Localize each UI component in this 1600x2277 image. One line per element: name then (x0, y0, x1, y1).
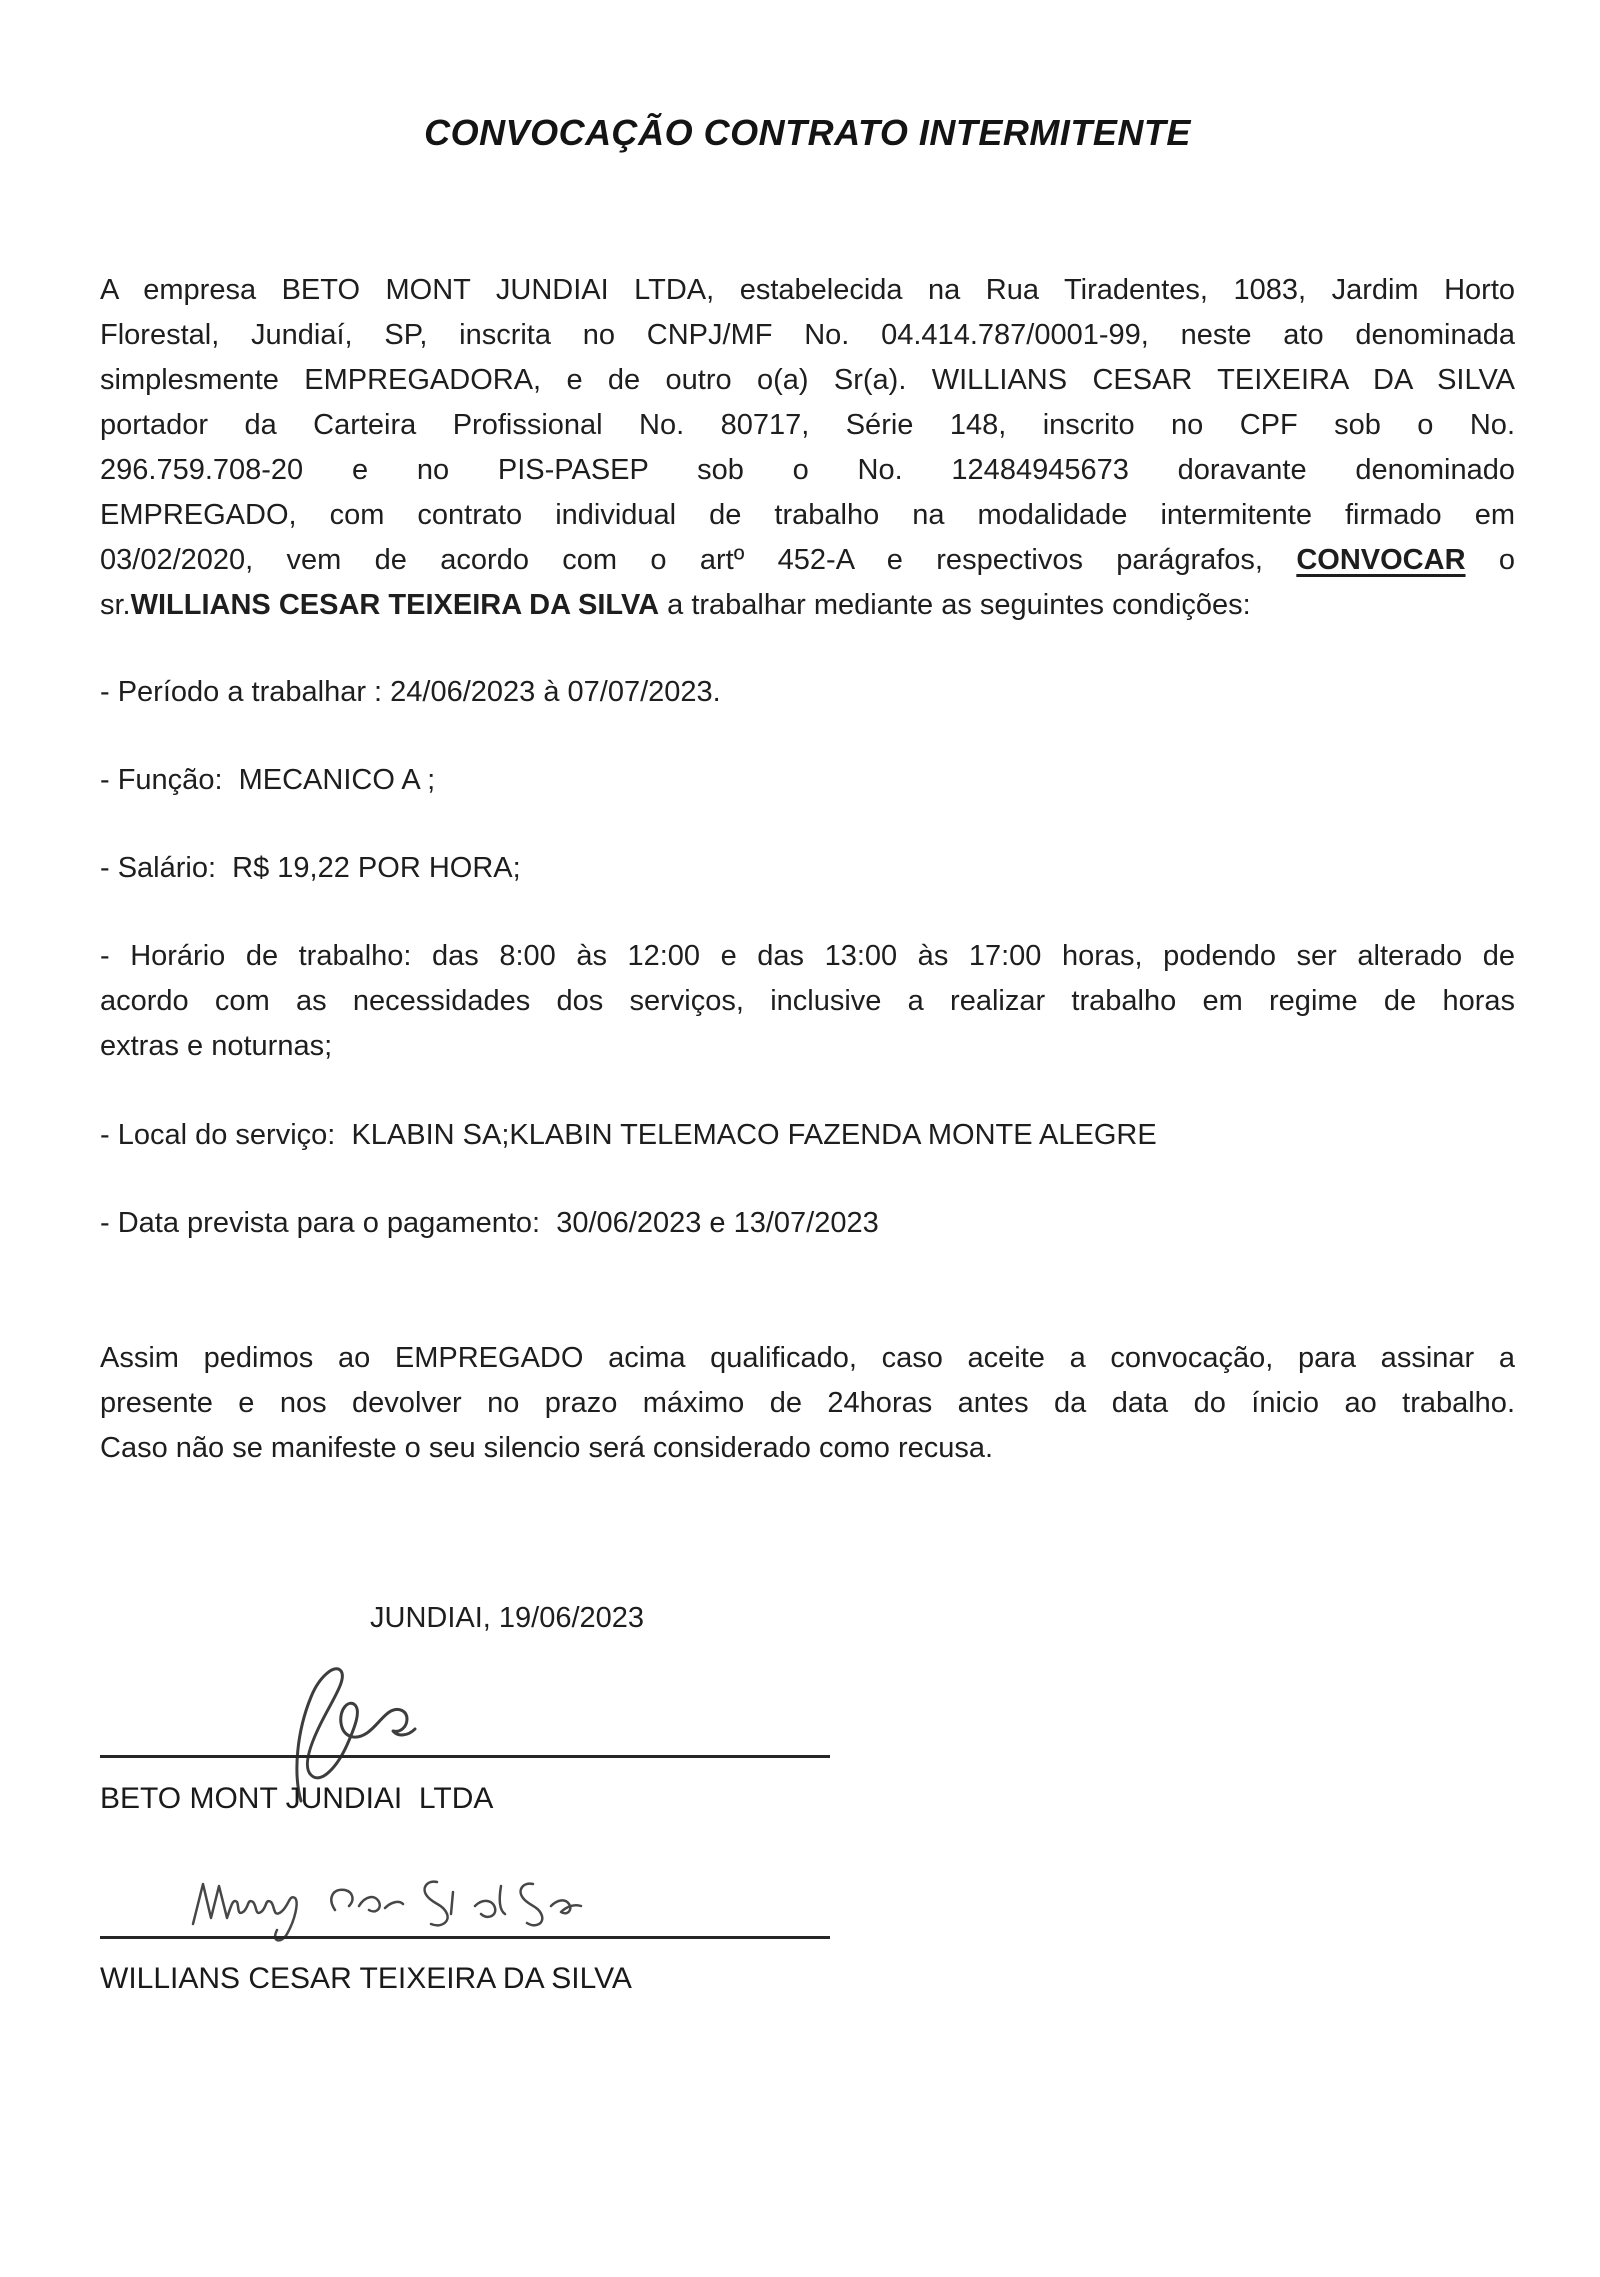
intro-line (100, 403, 1515, 448)
employee-name-label: WILLIANS CESAR TEIXEIRA DA SILVA (100, 1962, 632, 1995)
company-signature-block (100, 1659, 1515, 1821)
intro-line (100, 583, 1515, 628)
condition-horario-line: - Horário de trabalho: das 8:00 às 12:00 e das 13:00 às 17:00 horas, podendo ser alterado de (100, 940, 1515, 972)
convocar-emphasis: CONVOCAR (1296, 544, 1466, 576)
company-name-label: BETO MONT JUNDIAI LTDA (100, 1782, 494, 1815)
intro-text: simplesmente EMPREGADORA, e de outro o(a) Sr(a). WILLIANS CESAR TEIXEIRA DA SILVA (100, 364, 1515, 396)
intro-line (100, 448, 1515, 493)
intro-line (100, 493, 1515, 538)
intro-text: 296.759.708-20 e no PIS-PASEP sob o No. 12484945673 doravante denominado (100, 454, 1515, 486)
condition-local: - Local do serviço: KLABIN SA;KLABIN TELEMACO FAZENDA MONTE ALEGRE (100, 1119, 1157, 1151)
condition-horario-line: acordo com as necessidades dos serviços, inclusive a realizar trabalho em regime de horas (100, 985, 1515, 1017)
intro-text: sr. (100, 589, 131, 621)
intro-text: Florestal, Jundiaí, SP, inscrita no CNPJ/MF No. 04.414.787/0001-99, neste ato denominada (100, 319, 1515, 351)
closing-paragraph (100, 1336, 1515, 1471)
condition-horario (100, 934, 1515, 1069)
intro-line (100, 538, 1515, 583)
intro-text: o (1465, 544, 1515, 576)
signature-line (100, 1936, 830, 1939)
closing-line: presente e nos devolver no prazo máximo de 24horas antes da data do ínicio ao trabalho. (100, 1387, 1515, 1419)
closing-line: Assim pedimos ao EMPREGADO acima qualificado, caso aceite a convocação, para assinar a (100, 1342, 1515, 1374)
closing-line: Caso não se manifeste o seu silencio será considerado como recusa. (100, 1432, 994, 1464)
intro-text: portador da Carteira Profissional No. 80717, Série 148, inscrito no CPF sob o No. (100, 409, 1515, 441)
intro-text: A empresa BETO MONT JUNDIAI LTDA, estabelecida na Rua Tiradentes, 1083, Jardim Horto (100, 274, 1515, 306)
employee-signature-block (100, 1862, 1515, 2001)
employee-name-emphasis: WILLIANS CESAR TEIXEIRA DA SILVA (130, 589, 660, 621)
intro-text: 03/02/2020, vem de acordo com o artº 452-A e respectivos parágrafos, (100, 544, 1297, 576)
condition-periodo: - Período a trabalhar : 24/06/2023 à 07/07/2023. (100, 676, 721, 708)
condition-horario-line: extras e noturnas; (100, 1030, 333, 1062)
intro-line (100, 358, 1515, 403)
signature-line (100, 1755, 830, 1758)
condition-pagamento: - Data prevista para o pagamento: 30/06/2023 e 13/07/2023 (100, 1207, 879, 1239)
intro-paragraph (100, 268, 1515, 628)
condition-funcao: - Função: MECANICO A ; (100, 764, 436, 796)
condition-salario: - Salário: R$ 19,22 POR HORA; (100, 852, 521, 884)
page-content (0, 112, 1600, 2001)
document-title: CONVOCAÇÃO CONTRATO INTERMITENTE (424, 112, 1191, 153)
city-date-line: JUNDIAI, 19/06/2023 (370, 1602, 645, 1634)
intro-line (100, 313, 1515, 358)
intro-line (100, 268, 1515, 313)
intro-text: EMPREGADO, com contrato individual de trabalho na modalidade intermitente firmado em (100, 499, 1515, 531)
intro-text: a trabalhar mediante as seguintes condições: (659, 589, 1251, 621)
